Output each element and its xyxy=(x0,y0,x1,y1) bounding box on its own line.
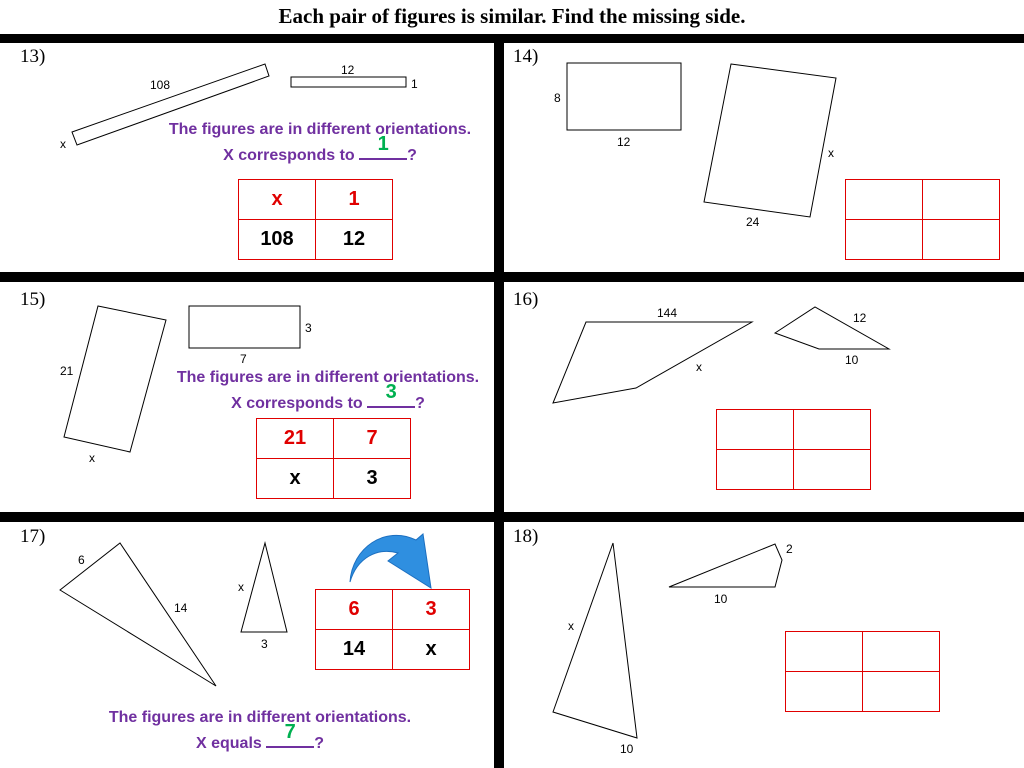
problem-18-number: 18) xyxy=(513,526,539,547)
p13-cell-r0c0: x xyxy=(239,180,316,220)
p13-proportion-table xyxy=(238,179,393,260)
p13-note-line1: The figures are in different orientations. xyxy=(168,121,472,138)
p17-proportion-table xyxy=(315,589,470,670)
p15-label-21: 21 xyxy=(60,364,74,378)
p14-proportion-table xyxy=(845,179,1000,260)
p14-label-x: x xyxy=(828,146,834,160)
p18-cell-r0c1[interactable] xyxy=(863,632,940,672)
p16-cell-r1c0[interactable] xyxy=(717,450,794,490)
p15-cell-r1c0: x xyxy=(257,459,334,499)
p13-cell-r1c1: 12 xyxy=(316,220,393,260)
p18-label-x: x xyxy=(568,619,574,633)
p16-cell-r0c1[interactable] xyxy=(794,410,871,450)
p18-label-2: 2 xyxy=(786,542,793,556)
p14-label-8: 8 xyxy=(554,91,561,105)
p15-label-7: 7 xyxy=(240,352,247,366)
p15-answer: 3 xyxy=(385,381,397,403)
p17-cell-r0c1: 3 xyxy=(393,590,470,630)
p13-answer-blank xyxy=(359,133,407,160)
p14-label-12: 12 xyxy=(617,135,631,149)
p18-large-triangle xyxy=(553,543,637,738)
p16-cell-r0c0[interactable] xyxy=(717,410,794,450)
p15-cell-r0c0: 21 xyxy=(257,419,334,459)
p13-label-108: 108 xyxy=(150,78,171,92)
problem-16-number: 16) xyxy=(513,289,539,310)
curved-arrow-icon xyxy=(350,534,431,588)
p16-label-10: 10 xyxy=(845,353,859,367)
p14-label-24: 24 xyxy=(746,215,760,229)
p15-tall-rectangle xyxy=(64,306,166,452)
p17-note-line1: The figures are in different orientations. xyxy=(108,709,412,726)
p17-label-14: 14 xyxy=(174,601,188,615)
p17-note xyxy=(90,706,430,756)
p16-proportion-table xyxy=(716,409,871,490)
p15-cell-r0c1: 7 xyxy=(334,419,411,459)
problem-14-number: 14) xyxy=(513,46,539,67)
p15-note-prefix: X corresponds to xyxy=(231,395,368,412)
p18-label-10: 10 xyxy=(714,592,728,606)
p13-note-suffix: ? xyxy=(407,147,417,164)
p17-note-suffix: ? xyxy=(314,735,325,752)
p15-small-rectangle xyxy=(189,306,300,348)
p17-cell-r0c0: 6 xyxy=(316,590,393,630)
p14-small-rectangle xyxy=(567,63,681,130)
p18-cell-r0c0[interactable] xyxy=(786,632,863,672)
p13-label-1: 1 xyxy=(411,77,418,91)
p15-note-suffix: ? xyxy=(415,395,425,412)
p16-cell-r1c1[interactable] xyxy=(794,450,871,490)
p18-cell-r1c0[interactable] xyxy=(786,672,863,712)
p17-answer: 7 xyxy=(284,721,296,743)
p16-label-12: 12 xyxy=(853,311,867,325)
problem-13-number: 13) xyxy=(20,46,46,67)
p14-large-rectangle xyxy=(704,64,836,217)
p14-cell-r0c1[interactable] xyxy=(923,180,1000,220)
p18-proportion-table xyxy=(785,631,940,712)
problem-17-number: 17) xyxy=(20,526,46,547)
p15-proportion-table xyxy=(256,418,411,499)
p16-small-quadrilateral xyxy=(775,307,889,349)
p17-label-6: 6 xyxy=(78,553,85,567)
p15-answer-blank xyxy=(367,381,415,408)
p15-label-x: x xyxy=(89,451,95,465)
p17-cell-r1c1: x xyxy=(393,630,470,670)
p13-answer: 1 xyxy=(377,133,389,155)
p13-cell-r0c1: 1 xyxy=(316,180,393,220)
p13-note-prefix: X corresponds to xyxy=(223,147,360,164)
p14-cell-r1c0[interactable] xyxy=(846,220,923,260)
problem-15-number: 15) xyxy=(20,289,46,310)
p17-answer-blank xyxy=(266,721,314,748)
p13-label-12: 12 xyxy=(341,63,355,77)
p13-label-x: x xyxy=(60,137,66,151)
p16-large-quadrilateral xyxy=(553,322,752,403)
p15-cell-r1c1: 3 xyxy=(334,459,411,499)
p13-note xyxy=(150,118,490,168)
p15-note-line1: The figures are in different orientations. xyxy=(176,369,480,386)
p13-small-rectangle xyxy=(291,77,406,87)
p14-cell-r1c1[interactable] xyxy=(923,220,1000,260)
page-title: Each pair of figures is similar. Find the missing side. xyxy=(278,4,746,28)
p16-label-x: x xyxy=(696,360,702,374)
p17-label-x: x xyxy=(238,580,244,594)
p18-cell-r1c1[interactable] xyxy=(863,672,940,712)
p17-label-3: 3 xyxy=(261,637,268,651)
p13-cell-r1c0: 108 xyxy=(239,220,316,260)
p18-small-triangle xyxy=(669,544,782,587)
p17-small-triangle xyxy=(241,543,287,632)
p14-cell-r0c0[interactable] xyxy=(846,180,923,220)
p18-label-10-bottom: 10 xyxy=(620,742,634,756)
p15-label-3: 3 xyxy=(305,321,312,335)
p17-note-prefix: X equals xyxy=(195,735,267,752)
p16-label-144: 144 xyxy=(657,306,678,320)
p17-cell-r1c0: 14 xyxy=(316,630,393,670)
p15-note xyxy=(158,366,498,416)
